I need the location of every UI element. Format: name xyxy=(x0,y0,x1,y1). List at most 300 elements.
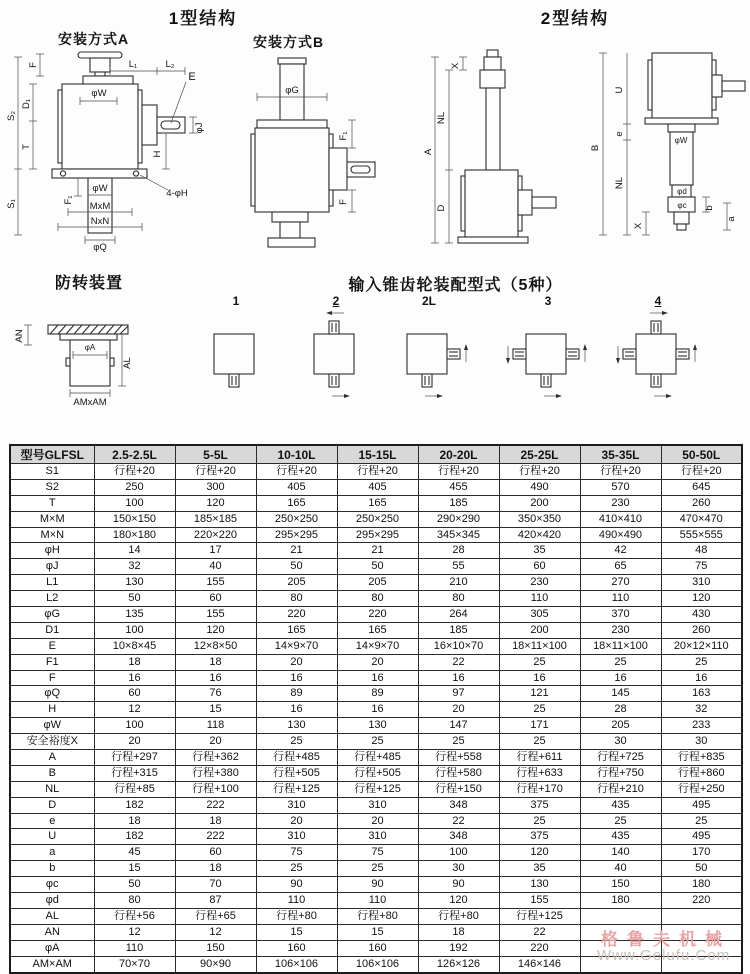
cell: 16 xyxy=(661,670,742,686)
cell: 行程+125 xyxy=(256,781,337,797)
section-title-type1: 1型结构 xyxy=(168,9,238,28)
bevel-variant-4 xyxy=(616,294,700,402)
cell: 220 xyxy=(337,607,418,623)
bevel-variant-label: 2 xyxy=(332,294,340,308)
cell: 163 xyxy=(661,686,742,702)
table-row xyxy=(10,893,742,909)
cell: 145 xyxy=(580,686,661,702)
cell: 行程+485 xyxy=(256,750,337,766)
cell: 32 xyxy=(661,702,742,718)
cell: 80 xyxy=(418,591,499,607)
row-label: D1 xyxy=(10,622,94,638)
cell: 行程+56 xyxy=(94,908,175,924)
cell: 260 xyxy=(661,495,742,511)
cell: 16 xyxy=(499,670,580,686)
cell: 行程+860 xyxy=(661,765,742,781)
bevel-variant-label: 4 xyxy=(654,294,662,308)
cell: 50 xyxy=(337,559,418,575)
cell: 495 xyxy=(661,797,742,813)
dim-label-phig: φG xyxy=(285,85,299,96)
cell: 25 xyxy=(499,654,580,670)
dim-label-amxam: AMxAM xyxy=(73,397,107,408)
table-row xyxy=(10,718,742,734)
cell: 14×9×70 xyxy=(337,638,418,654)
cell: 270 xyxy=(580,575,661,591)
cell: 130 xyxy=(499,877,580,893)
dim-label-mxm: MxM xyxy=(89,201,111,212)
cell: 16 xyxy=(337,670,418,686)
cell: 250×250 xyxy=(337,511,418,527)
row-label: L1 xyxy=(10,575,94,591)
cell: 375 xyxy=(499,829,580,845)
cell: 495 xyxy=(661,829,742,845)
cell: 15 xyxy=(256,924,337,940)
cell: 140 xyxy=(580,845,661,861)
cell: 行程+315 xyxy=(94,765,175,781)
dim-label-h: H xyxy=(152,150,163,158)
cell: 25 xyxy=(661,654,742,670)
diagram-installation-b xyxy=(235,40,385,252)
table-row xyxy=(10,813,742,829)
dim-label-b-big: B xyxy=(590,144,601,152)
cell: 126×126 xyxy=(418,956,499,972)
cell: 40 xyxy=(175,559,256,575)
cell: 行程+505 xyxy=(256,765,337,781)
bevel-variant-1-drawing xyxy=(194,310,278,402)
cell: 18 xyxy=(94,813,175,829)
table-row xyxy=(10,559,742,575)
table-row xyxy=(10,527,742,543)
cell: 14×9×70 xyxy=(256,638,337,654)
cell: 25 xyxy=(337,734,418,750)
cell: 行程+505 xyxy=(337,765,418,781)
row-label: T xyxy=(10,495,94,511)
dim-label-phia: φA xyxy=(84,343,96,352)
cell: 410×410 xyxy=(580,511,661,527)
cell: 22 xyxy=(418,813,499,829)
cell: 205 xyxy=(256,575,337,591)
cell: 20 xyxy=(418,702,499,718)
cell: 230 xyxy=(580,495,661,511)
cell: 行程+80 xyxy=(337,908,418,924)
cell: 20×12×110 xyxy=(661,638,742,654)
row-label: E xyxy=(10,638,94,654)
cell: 行程+362 xyxy=(175,750,256,766)
cell: 110 xyxy=(499,591,580,607)
cell: 155 xyxy=(499,893,580,909)
cell: 435 xyxy=(580,797,661,813)
cell: 行程+558 xyxy=(418,750,499,766)
cell: 185 xyxy=(418,495,499,511)
spec-table xyxy=(9,444,743,974)
row-label: φW xyxy=(10,718,94,734)
cell: 行程+250 xyxy=(661,781,742,797)
cell: 20 xyxy=(337,654,418,670)
subtitle-bevel-assembly: 输入锥齿轮装配型式（5种） xyxy=(348,277,563,294)
cell: 70 xyxy=(175,877,256,893)
dim-label-an: AN xyxy=(14,329,25,343)
table-row xyxy=(10,607,742,623)
cell: 10×8×45 xyxy=(94,638,175,654)
row-label: A xyxy=(10,750,94,766)
cell: 40 xyxy=(580,861,661,877)
table-row xyxy=(10,734,742,750)
cell: 375 xyxy=(499,797,580,813)
cell: 222 xyxy=(175,829,256,845)
cell: 110 xyxy=(256,893,337,909)
cell: 25 xyxy=(418,734,499,750)
cell: 185 xyxy=(418,622,499,638)
cell: 76 xyxy=(175,686,256,702)
dim-label-l1: L₁ xyxy=(128,59,138,70)
subtitle-anti-rotation: 防转装置 xyxy=(55,275,124,292)
cell: 80 xyxy=(337,591,418,607)
cell: 25 xyxy=(337,861,418,877)
cell: 100 xyxy=(94,622,175,638)
cell: 205 xyxy=(337,575,418,591)
cell: 295×295 xyxy=(256,527,337,543)
cell: 120 xyxy=(499,845,580,861)
dim-label-nl1: NL xyxy=(436,111,447,125)
diagram-type2-views xyxy=(425,48,750,248)
dim-label-s1: S₁ xyxy=(6,199,17,209)
cell: 行程+100 xyxy=(175,781,256,797)
cell: 180 xyxy=(580,893,661,909)
cell: 192 xyxy=(418,940,499,956)
cell: 行程+20 xyxy=(94,464,175,480)
cell: 行程+750 xyxy=(580,765,661,781)
dim-label-x2: X xyxy=(633,222,644,230)
cell: 50 xyxy=(661,861,742,877)
cell: 行程+85 xyxy=(94,781,175,797)
watermark-url: Www.Gelufu.Com xyxy=(597,947,731,964)
watermark-brand: 格鲁夫机械 xyxy=(601,930,731,949)
table-row xyxy=(10,908,742,924)
row-label: φc xyxy=(10,877,94,893)
cell: 16 xyxy=(418,670,499,686)
table-row xyxy=(10,575,742,591)
cell: 220 xyxy=(256,607,337,623)
cell: 222 xyxy=(175,797,256,813)
bevel-variant-4-drawing xyxy=(616,310,700,402)
cell: 160 xyxy=(256,940,337,956)
size-column-header: 5-5L xyxy=(175,445,256,464)
dim-label-phiw-2: φW xyxy=(674,136,688,145)
cell: 220 xyxy=(661,893,742,909)
cell: 17 xyxy=(175,543,256,559)
bevel-variant-3-drawing xyxy=(506,310,590,402)
cell: 行程+380 xyxy=(175,765,256,781)
cell: 180×180 xyxy=(94,527,175,543)
table-row xyxy=(10,877,742,893)
cell: 行程+20 xyxy=(499,464,580,480)
cell: 行程+170 xyxy=(499,781,580,797)
size-column-header: 10-10L xyxy=(256,445,337,464)
cell: 32 xyxy=(94,559,175,575)
row-label: φG xyxy=(10,607,94,623)
cell: 30 xyxy=(661,734,742,750)
cell: 200 xyxy=(499,495,580,511)
cell: 25 xyxy=(499,734,580,750)
table-row xyxy=(10,781,742,797)
cell: 290×290 xyxy=(418,511,499,527)
cell: 25 xyxy=(661,813,742,829)
cell: 97 xyxy=(418,686,499,702)
cell: 250×250 xyxy=(256,511,337,527)
cell: 50 xyxy=(256,559,337,575)
cell: 25 xyxy=(580,813,661,829)
table-row xyxy=(10,479,742,495)
cell: 89 xyxy=(337,686,418,702)
row-label: B xyxy=(10,765,94,781)
cell: 310 xyxy=(256,797,337,813)
cell: 90 xyxy=(418,877,499,893)
cell: 146×146 xyxy=(499,956,580,972)
cell: 165 xyxy=(256,622,337,638)
dim-label-e: E xyxy=(188,71,196,83)
cell: 20 xyxy=(256,813,337,829)
row-label: M×N xyxy=(10,527,94,543)
cell: 345×345 xyxy=(418,527,499,543)
cell: 18 xyxy=(418,924,499,940)
cell: 120 xyxy=(661,591,742,607)
cell: 行程+633 xyxy=(499,765,580,781)
cell: 25 xyxy=(580,654,661,670)
cell: 16×10×70 xyxy=(418,638,499,654)
cell: 110 xyxy=(580,591,661,607)
cell: 185×185 xyxy=(175,511,256,527)
cell: 264 xyxy=(418,607,499,623)
cell: 行程+725 xyxy=(580,750,661,766)
row-label: F xyxy=(10,670,94,686)
cell: 295×295 xyxy=(337,527,418,543)
cell: 120 xyxy=(175,622,256,638)
cell: 470×470 xyxy=(661,511,742,527)
cell: 行程+580 xyxy=(418,765,499,781)
cell: 100 xyxy=(418,845,499,861)
cell: 165 xyxy=(337,495,418,511)
cell: 165 xyxy=(337,622,418,638)
row-label: NL xyxy=(10,781,94,797)
cell: 75 xyxy=(661,559,742,575)
cell: 220 xyxy=(499,940,580,956)
cell: 121 xyxy=(499,686,580,702)
cell: 106×106 xyxy=(337,956,418,972)
cell: 89 xyxy=(256,686,337,702)
row-label: S1 xyxy=(10,464,94,480)
cell: 15 xyxy=(94,861,175,877)
table-row xyxy=(10,511,742,527)
cell xyxy=(661,908,742,924)
cell: 490 xyxy=(499,479,580,495)
cell: 455 xyxy=(418,479,499,495)
bevel-variant-3 xyxy=(506,294,590,402)
diagram-installation-a xyxy=(6,28,232,260)
cell: 60 xyxy=(175,845,256,861)
row-label: AN xyxy=(10,924,94,940)
header-row xyxy=(10,445,742,464)
cell: 15 xyxy=(337,924,418,940)
section-title-type2: 2型结构 xyxy=(540,9,610,28)
cell: 行程+485 xyxy=(337,750,418,766)
cell: 12 xyxy=(94,924,175,940)
cell: 行程+80 xyxy=(256,908,337,924)
cell: 18 xyxy=(94,654,175,670)
dim-label-d1: D₁ xyxy=(21,98,32,110)
cell: 310 xyxy=(337,797,418,813)
cell: 行程+297 xyxy=(94,750,175,766)
cell: 75 xyxy=(337,845,418,861)
row-label: H xyxy=(10,702,94,718)
table-row xyxy=(10,702,742,718)
cell: 18×11×100 xyxy=(580,638,661,654)
bevel-variant-2 xyxy=(294,294,378,402)
dim-label-phiq: φQ xyxy=(93,242,107,253)
cell: 435 xyxy=(580,829,661,845)
dim-label-d: D xyxy=(436,204,447,212)
row-label: L2 xyxy=(10,591,94,607)
cell: 55 xyxy=(418,559,499,575)
cell: 21 xyxy=(256,543,337,559)
bevel-variant-2-drawing xyxy=(294,310,378,402)
row-label: 安全裕度X xyxy=(10,734,94,750)
dim-label-nl2: NL xyxy=(614,176,625,190)
cell: 25 xyxy=(256,861,337,877)
cell: 155 xyxy=(175,607,256,623)
cell: 100 xyxy=(94,495,175,511)
table-row xyxy=(10,765,742,781)
dim-label-phic: φc xyxy=(677,201,687,210)
anti-rotation-body xyxy=(48,325,128,386)
bevel-variant-label: 2L xyxy=(421,294,436,308)
cell: 120 xyxy=(418,893,499,909)
cell: 16 xyxy=(580,670,661,686)
size-column-header: 20-20L xyxy=(418,445,499,464)
cell: 22 xyxy=(418,654,499,670)
cell: 645 xyxy=(661,479,742,495)
row-label: U xyxy=(10,829,94,845)
cell: 行程+80 xyxy=(418,908,499,924)
row-label: φA xyxy=(10,940,94,956)
cell: 16 xyxy=(175,670,256,686)
cell: 行程+611 xyxy=(499,750,580,766)
bevel-variant-label: 3 xyxy=(544,294,552,308)
cell: 16 xyxy=(256,670,337,686)
cell: 180 xyxy=(661,877,742,893)
cell: 87 xyxy=(175,893,256,909)
cell: 405 xyxy=(256,479,337,495)
table-row xyxy=(10,845,742,861)
cell: 205 xyxy=(580,718,661,734)
cell: 70×70 xyxy=(94,956,175,972)
cell: 18 xyxy=(175,654,256,670)
cell: 14 xyxy=(94,543,175,559)
cell: 182 xyxy=(94,829,175,845)
cell: 25 xyxy=(499,702,580,718)
cell: 310 xyxy=(661,575,742,591)
table-row xyxy=(10,591,742,607)
cell: 42 xyxy=(580,543,661,559)
cell: 20 xyxy=(256,654,337,670)
cell: 行程+20 xyxy=(661,464,742,480)
cell: 430 xyxy=(661,607,742,623)
dim-label-phid: φd xyxy=(677,187,687,196)
dim-label-phij: φJ xyxy=(194,122,205,134)
cell: 220×220 xyxy=(175,527,256,543)
dim-label-nxn: NxN xyxy=(90,216,110,227)
cell: 75 xyxy=(256,845,337,861)
dim-label-f1: F₁ xyxy=(63,195,74,205)
cell: 80 xyxy=(256,591,337,607)
cell: 45 xyxy=(94,845,175,861)
table-row xyxy=(10,638,742,654)
cell: 行程+210 xyxy=(580,781,661,797)
dim-label-f-b: F xyxy=(338,199,349,205)
cell: 65 xyxy=(580,559,661,575)
row-label: D xyxy=(10,797,94,813)
cell: 405 xyxy=(337,479,418,495)
diagram-anti-rotation xyxy=(10,300,150,422)
cell: 25 xyxy=(499,813,580,829)
cell: 20 xyxy=(337,813,418,829)
cell: 行程+20 xyxy=(337,464,418,480)
table-row xyxy=(10,464,742,480)
bevel-variant-2L-drawing xyxy=(387,310,471,402)
cell: 135 xyxy=(94,607,175,623)
bevel-variant-label: 1 xyxy=(232,294,240,308)
row-label: b xyxy=(10,861,94,877)
cell: 350×350 xyxy=(499,511,580,527)
cell: 310 xyxy=(337,829,418,845)
cell: 12 xyxy=(175,924,256,940)
jack-body-b xyxy=(251,58,375,247)
subtitle-method-b: 安装方式B xyxy=(253,34,325,50)
cell: 30 xyxy=(580,734,661,750)
row-label: φQ xyxy=(10,686,94,702)
cell: 170 xyxy=(661,845,742,861)
cell: 28 xyxy=(580,702,661,718)
bevel-variant-1 xyxy=(194,294,278,402)
cell: 60 xyxy=(94,686,175,702)
cell: 230 xyxy=(580,622,661,638)
cell: 90×90 xyxy=(175,956,256,972)
dim-label-4phih: 4-φH xyxy=(166,188,188,199)
cell: 210 xyxy=(418,575,499,591)
cell: 100 xyxy=(94,718,175,734)
cell: 130 xyxy=(337,718,418,734)
row-label: φJ xyxy=(10,559,94,575)
cell: 35 xyxy=(499,543,580,559)
dim-label-u: U xyxy=(614,86,625,94)
cell: 行程+125 xyxy=(337,781,418,797)
cell: 348 xyxy=(418,797,499,813)
cell: 48 xyxy=(661,543,742,559)
model-column-header: 型号GLFSL xyxy=(10,445,94,464)
cell: 106×106 xyxy=(256,956,337,972)
size-column-header: 35-35L xyxy=(580,445,661,464)
cell: 行程+65 xyxy=(175,908,256,924)
type2-left-view xyxy=(458,50,556,243)
dim-label-f1-b: F₁ xyxy=(338,131,349,141)
cell: 16 xyxy=(256,702,337,718)
dim-label-f: F xyxy=(28,62,39,68)
cell: 行程+125 xyxy=(499,908,580,924)
cell: 30 xyxy=(418,861,499,877)
cell: 230 xyxy=(499,575,580,591)
row-label: φd xyxy=(10,893,94,909)
cell: 20 xyxy=(175,734,256,750)
cell: 130 xyxy=(256,718,337,734)
